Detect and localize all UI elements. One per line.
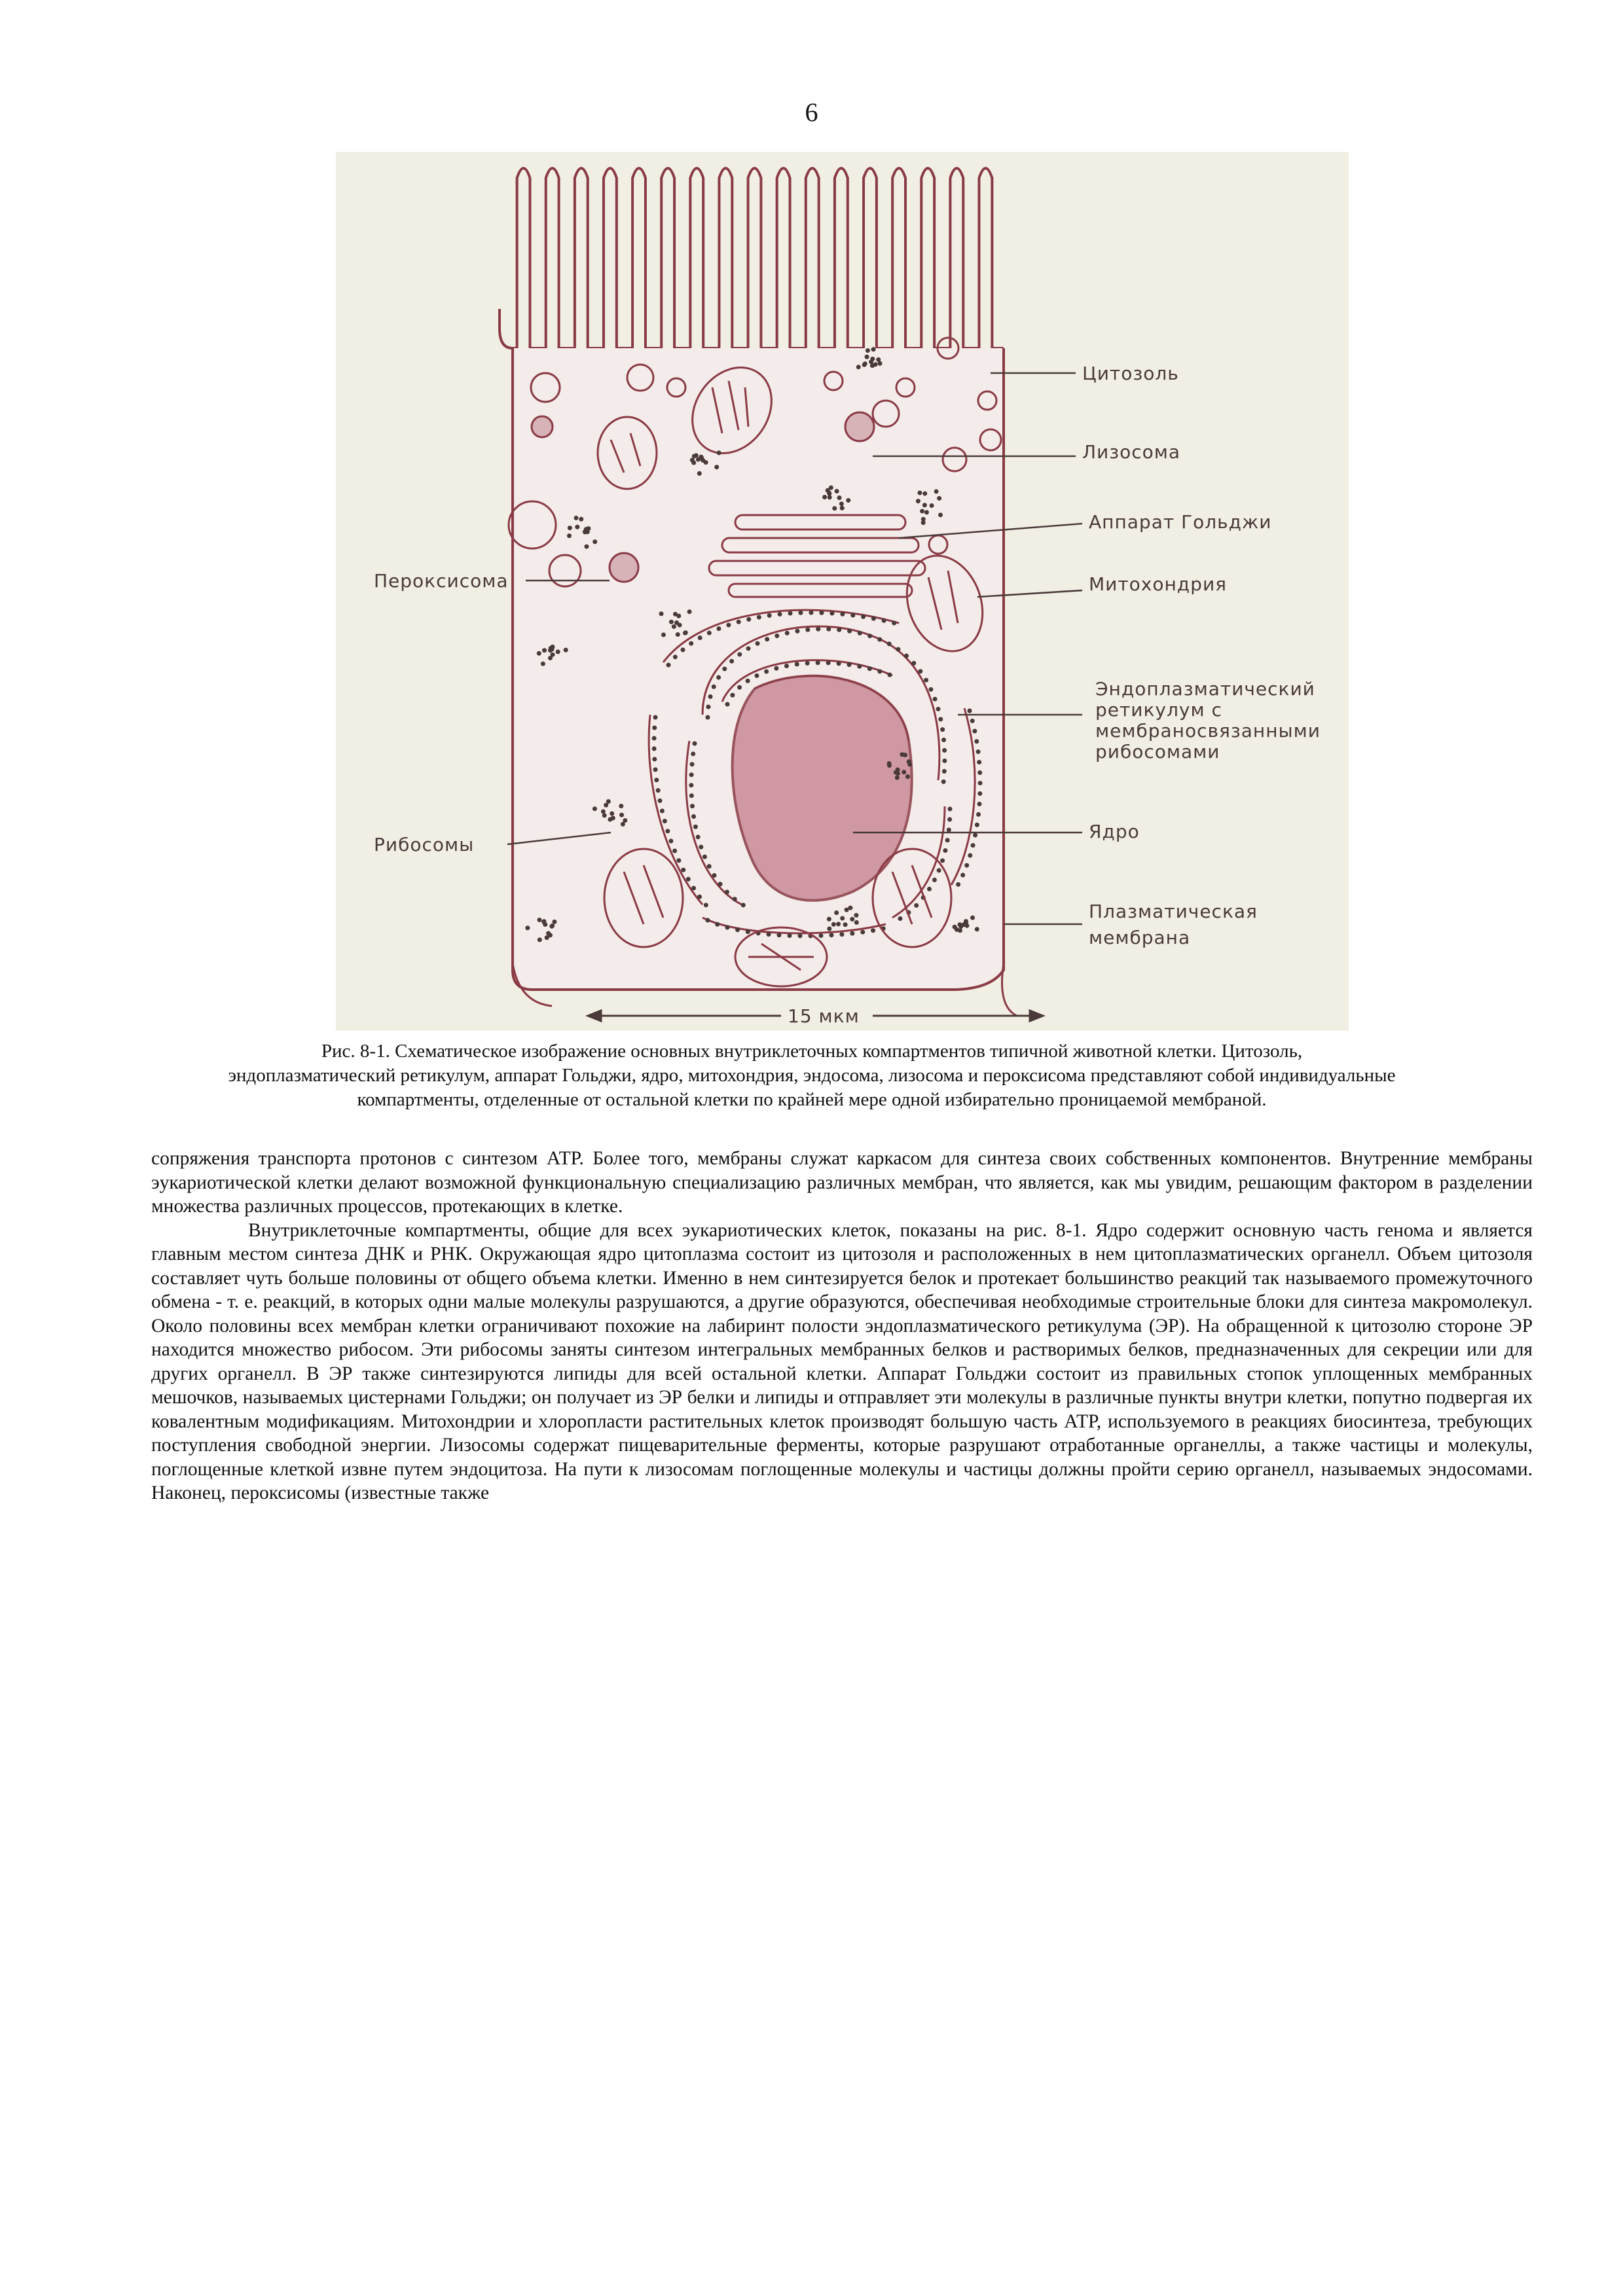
label-membrane-2: мембрана — [1089, 927, 1191, 948]
page-number: 6 — [805, 98, 818, 127]
label-er-2: ретикулум с — [1095, 699, 1222, 721]
label-er-3: мембраносвязанными — [1095, 720, 1321, 742]
label-er-4: рибосомами — [1095, 741, 1220, 762]
label-membrane-1: Плазматическая — [1089, 901, 1258, 922]
plasma-membrane — [513, 348, 1004, 990]
lysosome — [845, 412, 874, 441]
paragraph-2: Внутриклеточные компартменты, общие для всех эукариотических клеток, показаны на рис. 8-1. Ядро содержит основную часть генома и является главным местом синтеза ДНК и РНК. Окружающая ядро цитоплазма состоит из цитозоля и расположенных в нем цитоплазматических органелл. Объем цитозоля составляет чуть больше половины от общего объема клетки. Именно в нем синтезируется белок и протекает большинство реакций так называемого промежуточного обмена - т. е. реакций, в которых одни малые молекулы разрушаются, а другие образуются, обеспечивая необходимые строительные блоки для синтеза макромолекул. Около половины всех мембран клетки ограничивают похожие на лабиринт полости эндоплазматического ретикулума (ЭР). На обращенной к цитозолю стороне ЭР находится множество рибосом. Эти рибосомы заняты синтезом интегральных мембранных белков и растворимых белков, предназначенных для секреции или для других органелл. В ЭР также синтезируются липиды для всей остальной клетки. Аппарат Гольджи состоит из правильных стопок уплощенных мембранных мешочков, называемых цистернами Гольджи; он получает из ЭР белки и липиды и отправляет эти молекулы в различные пункты внутри клетки, попутно подвергая их ковалентным модификациям. Митохондрии и хлоропласти растительных клеток производят большую часть АТР, используемого в реакциях биосинтеза, требующих поступления свободной энергии. Лизосомы содержат пищеварительные ферменты, которые разрушают отработанные органеллы, а также частицы и молекулы, поглощенные клеткой извне путем эндоцитоза. На пути к лизосомам поглощенные молекулы и частицы должны пройти серию органелл, называемых эндосомами. Наконец, пероксисомы (известные также — [151, 1219, 1533, 1503]
label-ribosomes: Рибосомы — [374, 834, 475, 855]
label-lysosome: Лизосома — [1082, 441, 1181, 463]
figure-caption — [170, 1039, 1453, 1112]
label-er-1: Эндоплазматический — [1095, 678, 1315, 700]
label-golgi: Аппарат Гольджи — [1089, 511, 1272, 533]
label-peroxisome: Пероксисома — [374, 570, 509, 592]
nucleus — [733, 676, 912, 901]
label-nucleus: Ядро — [1089, 821, 1140, 842]
caption-line-3: компартменты, отделенные от остальной клетки по крайней мере одной избирательно проницаемой мембраной. — [357, 1089, 1267, 1110]
label-cytosol: Цитозоль — [1082, 363, 1179, 384]
paragraph-1: сопряжения транспорта протонов с синтезом АТР. Более того, мембраны служат каркасом для синтеза своих собственных компонентов. Внутренние мембраны эукариотической клетки делают возможной функциональную специализацию различных мембран, что является, как мы увидим, решающим фактором в разделении множества различных процессов, протекающих в клетке. — [151, 1148, 1533, 1217]
caption-line-1: Рис. 8-1. Схематическое изображение основных внутриклеточных компартментов типичной животной клетки. Цитозоль, — [321, 1041, 1303, 1062]
microvilli — [500, 168, 1004, 348]
cell-diagram — [336, 152, 1349, 1031]
scale-bar-label: 15 мкм — [788, 1005, 860, 1027]
cell-diagram-figure — [336, 152, 1349, 1031]
label-mitochondrion: Митохондрия — [1089, 573, 1227, 595]
caption-line-2: эндоплазматический ретикулум, аппарат Гольджи, ядро, митохондрия, эндосома, лизосома и пероксисома представляют собой индивидуальные — [228, 1065, 1396, 1086]
body-text — [151, 1147, 1533, 1505]
